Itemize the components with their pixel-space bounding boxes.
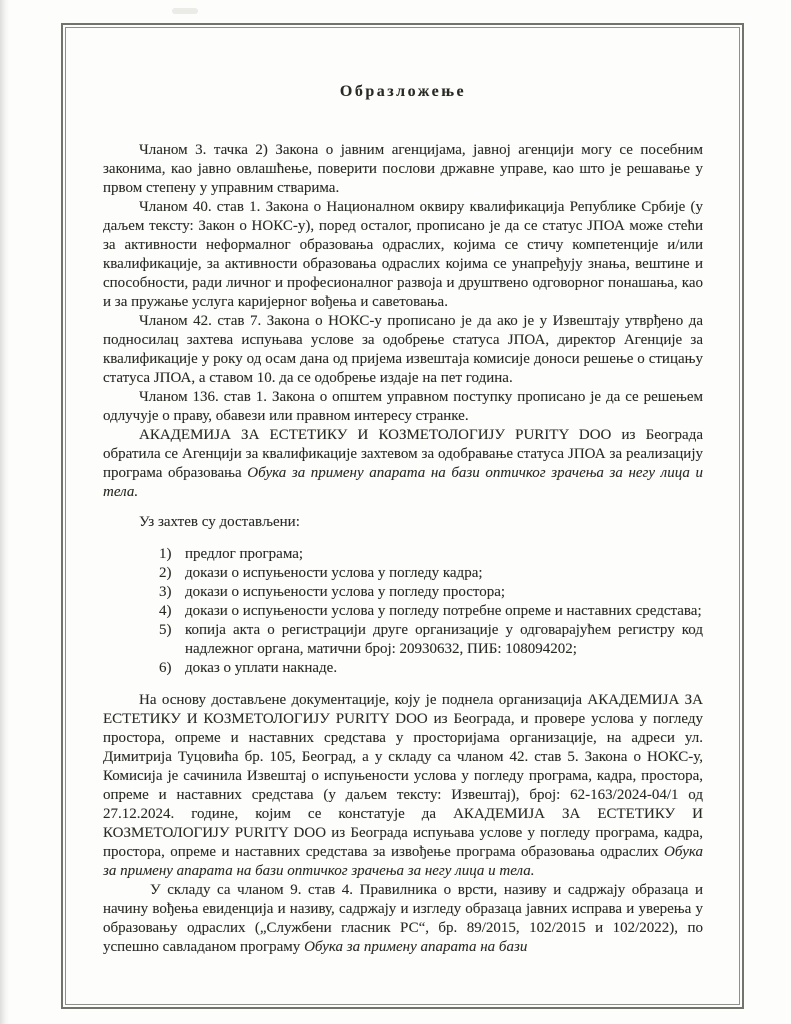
attachment-item-6-text: доказ о уплати накнаде. (185, 660, 338, 676)
attachment-item-3 (159, 583, 703, 602)
attachments-list (159, 545, 703, 678)
attachment-item-3-text: докази о испуњености услова у погледу простора; (185, 584, 506, 600)
attachment-item-1-text: предлог програма; (185, 546, 304, 562)
document-page (65, 27, 740, 1005)
paragraph-clan-40: Чланом 40. став 1. Закона о Националном оквиру квалификација Републике Србије (у даљем тексту: Закон о НОКС-у), поред осталог, прописано је да се статус ЈПОА може стећи за активности неформалног образовања одраслих, којима се стичу компетенције и/или квалификације, за активности образовања одраслих којима се унапређују знања, вештине и способности, ради личног и професионалног развоја и друштвено одговорног понашања, као и за пружање услуга каријерног вођења и саветовања. (103, 199, 703, 310)
paragraph-clan-3: Чланом 3. тачка 2) Закона о јавним агенцијама, јавној агенцији могу се посебним законима, као јавно овлашћење, поверити послови државне управе, као што је решавање у првом степену у управним стварима. (103, 142, 703, 196)
program-name-italic-2: Обука за примену апарата на бази оптичког зрачења за негу лица и тела. (103, 844, 703, 879)
paragraph-u-skladu (103, 881, 703, 957)
attachment-item-6-number: 6) (159, 660, 172, 676)
paragraph-zahtev (103, 426, 703, 502)
paragraph-clan-42: Чланом 42. став 7. Закона о НОКС-у прописано је да ако је у Извештају утврђено да подносилац захтева испуњава услове за одобрење статуса ЈПОА, директор Агенције за квалификације у року од осам дана од пријема извештаја комисије доноси решење о стицању статуса ЈПОА, а ставом 10. да се одобрење издаје на пет година. (103, 313, 703, 386)
attachment-item-1 (159, 545, 703, 564)
attachment-item-1-number: 1) (159, 546, 172, 562)
paragraph-clan-136: Чланом 136. став 1. Закона о општем управном поступку прописано је да се решењем одлучује о праву, обавези или правном интересу странке. (103, 389, 703, 424)
attachment-item-5 (159, 621, 703, 659)
program-name-italic: Обука за примену апарата на бази оптичког зрачења за негу лица и тела. (103, 465, 703, 500)
scan-speck-artifact (172, 8, 198, 14)
paragraph-zahtev-text: АКАДЕМИЈА ЗА ЕСТЕТИКУ И КОЗМЕТОЛОГИЈУ PURITY DOO из Београда обратила се Агенцији за квалификације захтевом за одобравање статуса ЈПОА за реализацију програма образовања (103, 427, 703, 481)
attachment-item-2-number: 2) (159, 565, 172, 581)
attachment-item-2-text: докази о испуњености услова у погледу кадра; (185, 565, 483, 581)
scan-left-edge-artifact (0, 0, 9, 1024)
attachment-item-2 (159, 564, 703, 583)
document-title: Образложење (339, 83, 467, 100)
document-border-frame (61, 23, 744, 1009)
paragraph-u-skladu-text: У складу са чланом 9. став 4. Правилника о врсти, називу и садржају образаца и начину вођења евиденција и називу, садржају и изгледу образаца јавних исправа и уверења у образовању одраслих („Службени гласник РС“, бр. 89/2015, 102/2015 и 102/2022), по успешно савладаном програму (103, 882, 703, 955)
attachment-item-4-text: докази о испуњености услова у погледу потребне опреме и наставних средстава; (185, 603, 702, 619)
attachment-item-5-number: 5) (159, 622, 172, 638)
attachment-item-4-number: 4) (159, 603, 172, 619)
attachment-item-5-text: копија акта о регистрацији друге организације у одговарајућем регистру код надлежног органа, матични број: 20930632, ПИБ: 108094202; (185, 622, 703, 657)
paragraph-na-osnovu-text: На основу достављене документације, коју је поднела организација АКАДЕМИЈА ЗА ЕСТЕТИКУ И КОЗМЕТОЛОГИЈУ PURITY DOO из Београда, и провере услова у погледу простора, опреме и наставних средстава у просторијама организације, на адреси ул. Димитрија Туцовића бр. 105, Београд, а у складу са чланом 42. став 5. Закона о НОКС-у, Комисија је сачинила Извештај о испуњености услова у погледу програма, кадра, простора, опреме и наставних средстава (у даљем тексту: Извештај), број: 62-163/2024-04/1 од 27.12.2024. године, којим се констатује да АКАДЕМИЈА ЗА ЕСТЕТИКУ И КОЗМЕТОЛОГИЈУ PURITY DOO из Београда испуњава услове у погледу програма, кадра, простора, опреме и наставних средстава за извођење програма образовања одраслих (103, 692, 703, 860)
paragraph-na-osnovu (103, 691, 703, 881)
attachment-item-4 (159, 602, 703, 621)
document-content (66, 28, 739, 957)
program-name-italic-3: Обука за примену апарата на бази (304, 939, 528, 955)
attachment-item-3-number: 3) (159, 584, 172, 600)
attachment-item-6 (159, 659, 703, 678)
attachments-intro: Уз захтев су достављени: (139, 514, 300, 530)
